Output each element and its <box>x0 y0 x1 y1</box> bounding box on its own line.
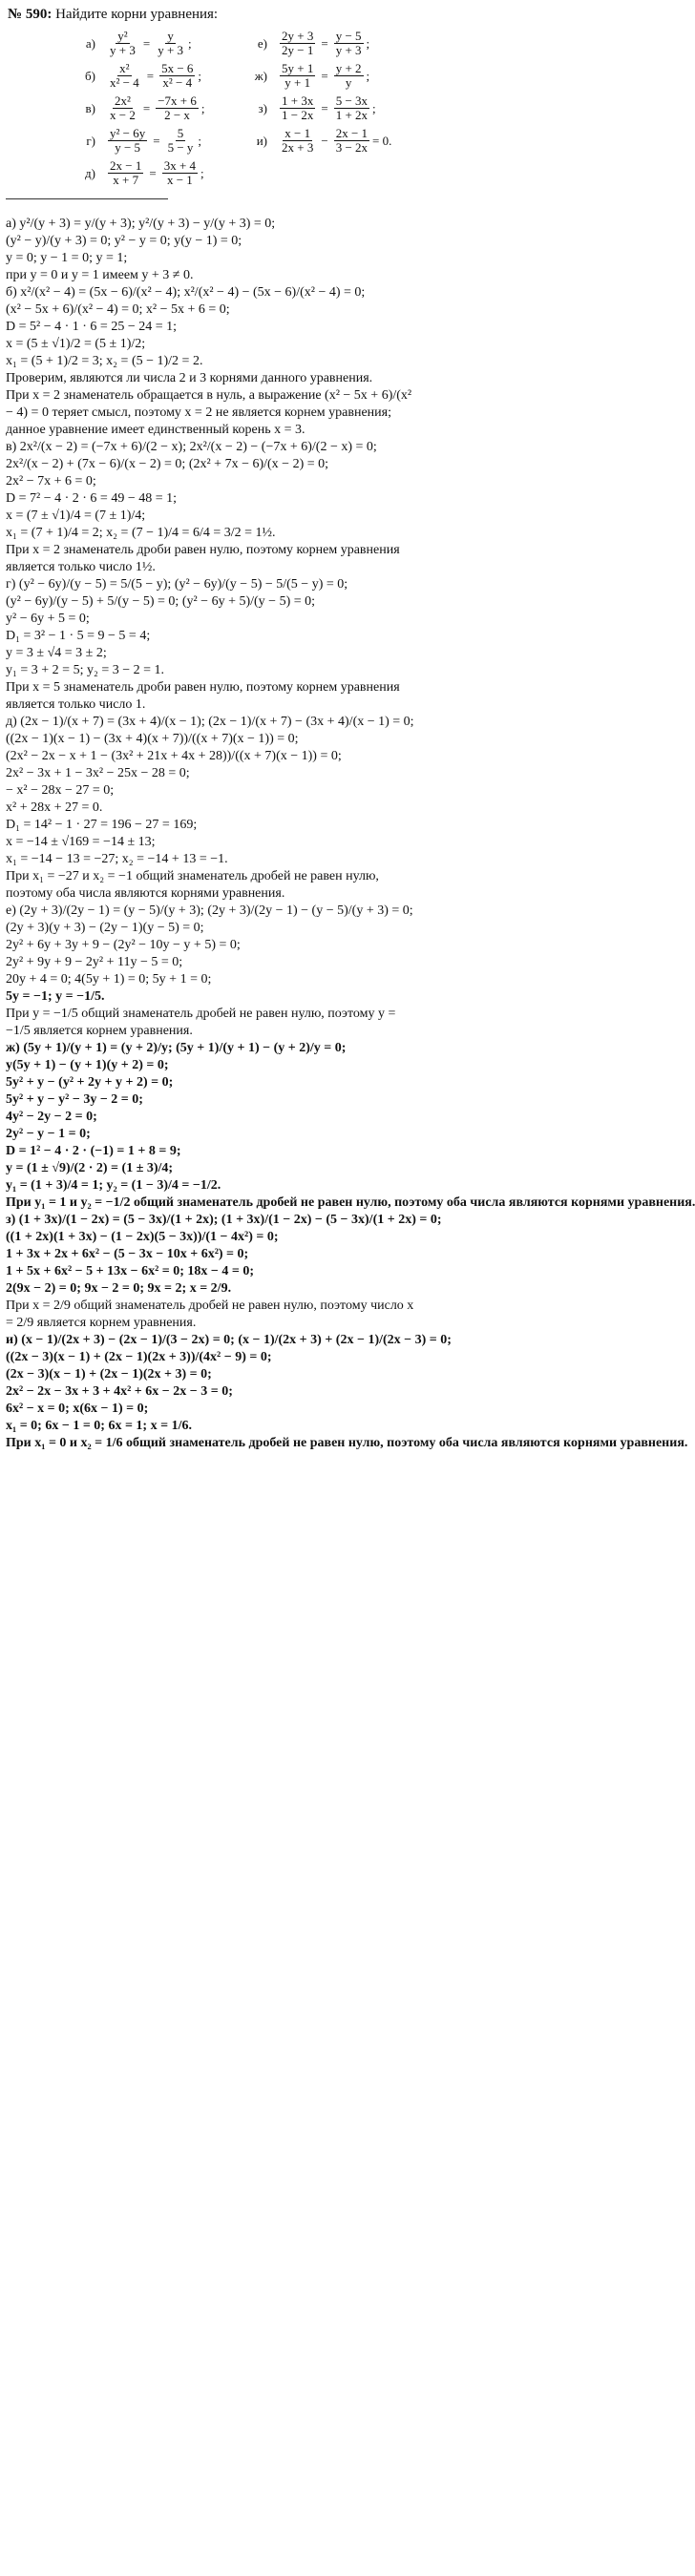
task-letter: д) <box>85 165 95 180</box>
numerator: x² <box>119 60 130 75</box>
task-item <box>248 30 420 57</box>
numerator: 5x − 6 <box>161 60 194 75</box>
solution-line: При x = 2 знаменатель дроби равен нулю, поэтому корнем уравнения является только число 1½. <box>6 543 400 574</box>
task-row <box>76 124 420 156</box>
solution-line: y² − 6y + 5 = 0; <box>6 612 90 626</box>
solution-line: D = 5² − 4 · 1 · 6 = 25 − 24 = 1; <box>6 320 177 334</box>
numerator: y² − 6y <box>110 125 146 140</box>
solution-line: е) (2y + 3)/(2y − 1) = (y − 5)/(y + 3); (2y + 3)/(2y − 1) − (y − 5)/(y + 3) = 0; <box>6 904 413 918</box>
denominator: y <box>345 74 352 90</box>
solution-line: 1 + 3x + 2x + 6x² − (5 − 3x − 10x + 6x²) = 0; <box>6 1247 249 1261</box>
fraction <box>334 30 364 57</box>
task-item <box>248 94 420 122</box>
task-item <box>76 30 248 57</box>
denominator: x² − 4 <box>162 74 193 90</box>
watermark-logo <box>0 1598 453 1741</box>
solution-line: y = 0; y − 1 = 0; y = 1; <box>6 251 128 265</box>
solution-line: 1 + 5x + 6x² − 5 + 13x − 6x² = 0; 18x − 4 = 0; <box>6 1264 255 1278</box>
denominator: 1 + 2x <box>335 107 369 122</box>
page-header <box>8 6 218 23</box>
solution-line: x = −14 ± √169 = −14 ± 13; <box>6 835 156 849</box>
fraction <box>280 30 315 57</box>
solution-line: и) (x − 1)/(2x + 3) − (2x − 1)/(3 − 2x) = 0; (x − 1)/(2x + 3) + (2x − 1)/(2x − 3) = 0; <box>6 1333 452 1347</box>
solution-line: 2y² − y − 1 = 0; <box>6 1127 91 1141</box>
solution-line: в) 2x²/(x − 2) = (−7x + 6)/(2 − x); 2x²/(x − 2) − (−7x + 6)/(2 − x) = 0; <box>6 440 377 454</box>
task-item <box>248 127 420 155</box>
operator: − <box>321 133 328 148</box>
solution-line: x₁ = 0; 6x − 1 = 0; 6x = 1; x = 1/6. <box>6 1419 192 1433</box>
fraction <box>108 127 147 155</box>
solution-line: При y = −1/5 общий знаменатель дробей не равен нулю, поэтому y = −1/5 является корнем уравнения. <box>6 1007 396 1038</box>
solution-line: x₁ = (5 + 1)/2 = 3; x₂ = (5 − 1)/2 = 2. <box>6 354 203 368</box>
operator: = <box>321 35 328 51</box>
solution-line: (y² − y)/(y + 3) = 0; y² − y = 0; y(y − 1) = 0; <box>6 234 242 248</box>
solution-line: x = (7 ± √1)/4 = (7 ± 1)/4; <box>6 509 146 523</box>
solution-line: При x = 2 знаменатель обращается в нуль, а выражение (x² − 5x + 6)/(x² − 4) = 0 теряет смысл, поэтому x = 2 не является корнем уравнения; данное уравнение имеет единственный корень x = 3. <box>6 388 412 437</box>
numerator: −7x + 6 <box>158 93 197 108</box>
denominator: y − 5 <box>115 139 141 155</box>
section-divider <box>6 198 168 199</box>
solution-line: ((2x − 1)(x − 1) − (3x + 4)(x + 7))/((x + 7)(x − 1)) = 0; <box>6 732 299 746</box>
numerator: 2x − 1 <box>110 157 142 173</box>
denominator: 3 − 2x <box>335 139 369 155</box>
solution-line: ((2x − 3)(x − 1) + (2x − 1)(2x + 3))/(4x² − 9) = 0; <box>6 1350 272 1364</box>
denominator: 2 − x <box>164 107 190 122</box>
solution-line: y = 3 ± √4 = 3 ± 2; <box>6 646 107 660</box>
task-tail: ; <box>200 100 205 115</box>
numerator: 5y + 1 <box>282 60 314 75</box>
fraction <box>334 94 369 122</box>
task-item <box>76 94 248 122</box>
operator: = <box>149 165 157 180</box>
denominator: x − 1 <box>166 172 193 187</box>
solution-line: (2x² − 2x − x + 1 − (3x² + 21x + 4x + 28))/((x + 7)(x − 1)) = 0; <box>6 749 342 763</box>
denominator: x + 7 <box>113 172 139 187</box>
task-tail: ; <box>188 35 192 51</box>
task-tail: ; <box>366 68 370 83</box>
solution-line: y₁ = (1 + 3)/4 = 1; y₂ = (1 − 3)/4 = −1/2. <box>6 1178 221 1193</box>
numerator: 3x + 4 <box>163 157 197 173</box>
task-item <box>248 62 420 90</box>
denominator: 2x + 3 <box>282 139 314 155</box>
numerator: x − 1 <box>284 125 311 140</box>
fraction <box>166 127 196 155</box>
solution-line: 4y² − 2y − 2 = 0; <box>6 1110 97 1124</box>
numerator: 1 + 3x <box>282 93 314 108</box>
solution-line: 6x² − x = 0; x(6x − 1) = 0; <box>6 1402 149 1416</box>
solution-line: − x² − 28x − 27 = 0; <box>6 783 115 798</box>
task-tail: ; <box>372 100 376 115</box>
task-letter: г) <box>86 133 95 148</box>
solution-line: 2y² + 9y + 9 − 2y² + 11y − 5 = 0; <box>6 955 183 969</box>
fraction <box>108 159 143 187</box>
solution-line: ((1 + 2x)(1 + 3x) − (1 − 2x)(5 − 3x))/(1 − 4x²) = 0; <box>6 1230 279 1244</box>
solution-line: (2y + 3)(y + 3) − (2y − 1)(y − 5) = 0; <box>6 921 204 935</box>
task-letter: з) <box>258 100 267 115</box>
numerator: 2x² <box>114 93 131 108</box>
solution-line: (y² − 6y)/(y − 5) + 5/(y − 5) = 0; (y² − 6y + 5)/(y − 5) = 0; <box>6 594 316 609</box>
operator: = <box>321 68 328 83</box>
task-letter: а) <box>85 35 95 51</box>
fraction <box>108 30 137 57</box>
denominator: x² − 4 <box>110 74 139 90</box>
operator: = <box>142 100 151 115</box>
task-letter: ж) <box>254 68 267 83</box>
solution-line: 5y² + y − y² − 3y − 2 = 0; <box>6 1092 143 1107</box>
fraction <box>280 94 315 122</box>
task-number: № 590: <box>8 7 53 22</box>
solution-line: ж) (5y + 1)/(y + 1) = (y + 2)/y; (5y + 1)/(y + 1) − (y + 2)/y = 0; <box>6 1041 347 1055</box>
solution-line: y(5y + 1) − (y + 1)(y + 2) = 0; <box>6 1058 169 1072</box>
solution-line: д) (2x − 1)/(x + 7) = (3x + 4)/(x − 1); (2x − 1)/(x + 7) − (3x + 4)/(x − 1) = 0; <box>6 715 414 729</box>
solution-line: 2(9x − 2) = 0; 9x − 2 = 0; 9x = 2; x = 2/9. <box>6 1281 232 1296</box>
denominator: y + 3 <box>335 42 362 57</box>
task-tail: ; <box>198 68 202 83</box>
task-letter: в) <box>85 100 95 115</box>
solution-line: г) (y² − 6y)/(y − 5) = 5/(5 − y); (y² − 6y)/(y − 5) − 5/(5 − y) = 0; <box>6 577 348 592</box>
denominator: 5 − y <box>167 139 194 155</box>
numerator: y + 2 <box>335 60 362 75</box>
task-item <box>76 159 248 187</box>
solution-line: При y₁ = 1 и y₂ = −1/2 общий знаменатель дробей не равен нулю, поэтому оба числа являются корнями уравнения. <box>6 1195 695 1210</box>
solution-line: При x = 5 знаменатель дроби равен нулю, поэтому корнем уравнения является только число 1. <box>6 680 400 712</box>
solution-body <box>6 216 695 1452</box>
fraction <box>162 159 198 187</box>
task-tail: = 0. <box>372 133 392 148</box>
task-letter: и) <box>256 133 267 148</box>
task-tail: ; <box>366 35 370 51</box>
fraction <box>159 62 195 90</box>
task-letter: б) <box>85 68 95 83</box>
solution-line: y = (1 ± √9)/(2 · 2) = (1 ± 3)/4; <box>6 1161 174 1175</box>
solution-line: x² + 28x + 27 = 0. <box>6 800 103 815</box>
task-item <box>76 127 248 155</box>
solution-line: При x = 2/9 общий знаменатель дробей не равен нулю, поэтому число x = 2/9 является корнем уравнения. <box>6 1298 414 1330</box>
fraction <box>280 62 315 90</box>
denominator: x − 2 <box>110 107 136 122</box>
solution-line: 2x² − 3x + 1 − 3x² − 25x − 28 = 0; <box>6 766 190 780</box>
operator: = <box>321 100 328 115</box>
solution-line: 5y² + y − (y² + 2y + y + 2) = 0; <box>6 1075 174 1090</box>
fraction <box>334 127 369 155</box>
fraction <box>156 94 199 122</box>
solution-line: 2x² − 2x − 3x + 3 + 4x² + 6x − 2x − 3 = 0; <box>6 1384 233 1399</box>
numerator: 2y + 3 <box>282 28 314 43</box>
solution-line: При x₁ = 0 и x₂ = 1/6 общий знаменатель дробей не равен нулю, поэтому оба числа являются корнями уравнения. <box>6 1436 688 1450</box>
solution-line: x = (5 ± √1)/2 = (5 ± 1)/2; <box>6 337 146 351</box>
solution-line: x₁ = −14 − 13 = −27; x₂ = −14 + 13 = −1. <box>6 852 228 866</box>
fraction <box>108 94 137 122</box>
task-row <box>76 156 420 189</box>
solution-line: (2x − 3)(x − 1) + (2x − 1)(2x + 3) = 0; <box>6 1367 212 1381</box>
operator: = <box>142 35 151 51</box>
denominator: 2y − 1 <box>282 42 314 57</box>
solution-line: при y = 0 и y = 1 имеем y + 3 ≠ 0. <box>6 268 194 282</box>
numerator: 5 − 3x <box>335 93 369 108</box>
numerator: y <box>167 28 174 43</box>
numerator: 5 <box>177 125 184 140</box>
denominator: 1 − 2x <box>282 107 314 122</box>
denominator: y + 3 <box>110 42 136 57</box>
solution-line: D₁ = 3² − 1 · 5 = 9 − 5 = 4; <box>6 629 151 643</box>
solution-line: D = 1² − 4 · 2 · (−1) = 1 + 8 = 9; <box>6 1144 181 1158</box>
task-instruction: Найдите корни уравнения: <box>55 7 219 22</box>
fraction <box>108 62 141 90</box>
numerator: 2x − 1 <box>335 125 369 140</box>
fraction <box>156 30 185 57</box>
solution-line: При x₁ = −27 и x₂ = −1 общий знаменатель дробей не равен нулю, поэтому оба числа являются корнями уравнения. <box>6 869 379 901</box>
solution-line: (x² − 5x + 6)/(x² − 4) = 0; x² − 5x + 6 = 0; <box>6 302 230 317</box>
solution-line: y₁ = 3 + 2 = 5; y₂ = 3 − 2 = 1. <box>6 663 165 677</box>
numerator: y − 5 <box>335 28 362 43</box>
denominator: y + 3 <box>158 42 184 57</box>
task-row <box>76 27 420 59</box>
task-list <box>76 27 420 189</box>
operator: = <box>153 133 160 148</box>
denominator: y + 1 <box>284 74 311 90</box>
solution-line: 5y = −1; y = −1/5. <box>6 989 105 1004</box>
solution-line: а) y²/(y + 3) = y/(y + 3); y²/(y + 3) − y/(y + 3) = 0; <box>6 217 276 231</box>
solution-line: б) x²/(x² − 4) = (5x − 6)/(x² − 4); x²/(x² − 4) − (5x − 6)/(x² − 4) = 0; <box>6 285 366 300</box>
task-item <box>76 62 248 90</box>
operator: = <box>146 68 155 83</box>
task-row <box>76 59 420 92</box>
task-row <box>76 92 420 124</box>
solution-line: 2y² + 6y + 3y + 9 − (2y² − 10y − y + 5) = 0; <box>6 938 241 952</box>
solution-line: Проверим, являются ли числа 2 и 3 корнями данного уравнения. <box>6 371 373 385</box>
solution-line: D = 7² − 4 · 2 · 6 = 49 − 48 = 1; <box>6 491 177 506</box>
task-letter: е) <box>257 35 267 51</box>
fraction <box>334 62 364 90</box>
solution-line: x₁ = (7 + 1)/4 = 2; x₂ = (7 − 1)/4 = 6/4 = 3/2 = 1½. <box>6 526 276 540</box>
numerator: y² <box>117 28 128 43</box>
solution-line: з) (1 + 3x)/(1 − 2x) = (5 − 3x)/(1 + 2x); (1 + 3x)/(1 − 2x) − (5 − 3x)/(1 + 2x) = 0; <box>6 1213 442 1227</box>
task-tail: ; <box>198 133 202 148</box>
solution-line: 2x² − 7x + 6 = 0; <box>6 474 96 488</box>
solution-line: 2x²/(x − 2) + (7x − 6)/(x − 2) = 0; (2x² + 7x − 6)/(x − 2) = 0; <box>6 457 329 471</box>
solution-line: 20y + 4 = 0; 4(5y + 1) = 0; 5y + 1 = 0; <box>6 972 212 987</box>
fraction <box>280 127 315 155</box>
solution-line: D₁ = 14² − 1 · 27 = 196 − 27 = 169; <box>6 818 198 832</box>
task-tail: ; <box>200 165 204 180</box>
